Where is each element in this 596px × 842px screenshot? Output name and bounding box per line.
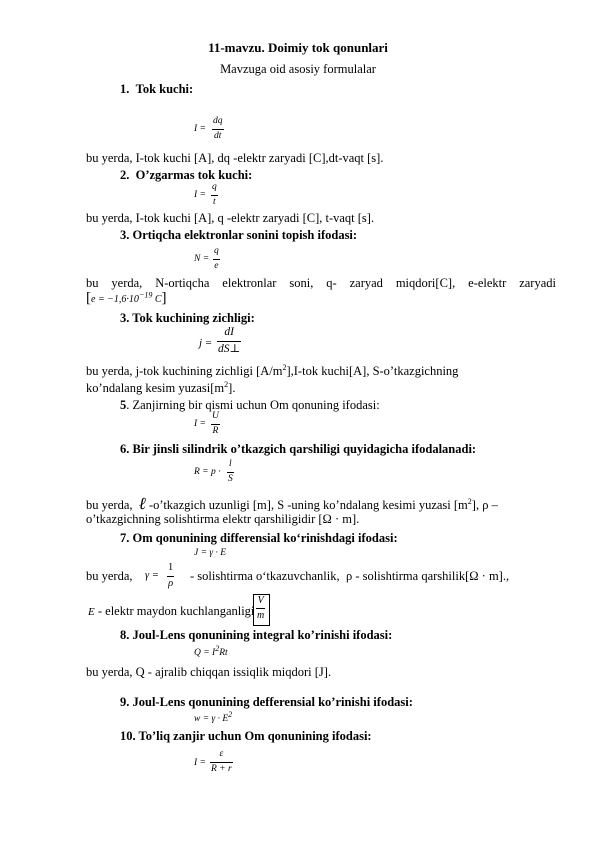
section-9-heading: 9. Joul-Lens qonunining defferensial ko’rinishi ifodasi: [120,695,413,709]
resistivity-label: ρ - solishtirma qarshilik[Ω · m]., [346,569,510,583]
formula-1-fraction: dq dt [213,116,223,141]
section-5-heading: 5. Zanjirning bir qismi uchun Om qonuning ifodasi: [120,398,380,412]
formula-8: $Q = I^2Rt$ [194,643,228,658]
section-3a-heading: 3. Ortiqcha elektronlar sonini topish ifodasi: [120,228,358,242]
formula-1-lhs: I = [194,124,206,134]
section-1-description: bu yerda, I-tok kuchi [A], dq -elektr zaryadi [C],dt-vaqt [s]. [86,151,384,165]
section-3b-description-line-2: ko’ndalang kesim $yuzasi[m^2]$. [86,379,236,395]
formula-10-fraction: ε R + r [211,749,232,774]
conductivity-label: - solishtirma o‘tkazuvchanlik, [190,569,340,583]
section-6-description-line-2: o’tkazgichning solishtirma elektr qarshiligidir [Ω · m]. [86,512,360,526]
field-strength-unit: V m [257,595,265,621]
section-6-heading: 6. Bir jinsli silindrik o’tkazgich qarshiligi quyidagicha ifodalanadi: [120,442,477,456]
formula-5-fraction: U R [212,411,219,436]
page-title: 11-mavzu. Doimiy tok qonunlari [208,40,388,55]
gamma-definition-fraction: 1 ρ [168,562,174,589]
gamma-definition-lhs: γ = [145,570,159,581]
formula-2-lhs: I = [194,190,206,200]
field-strength-label: E - elektr maydon kuchlanganligi [88,604,255,618]
section-2-description: bu yerda, I-tok kuchi [A], q -elektr zaryadi [C], t-vaqt [s]. [86,211,375,225]
section-7-heading: 7. Om qonunining differensial ko‘rinishdagi ifodasi: [120,531,398,545]
section-7-description-prefix: bu yerda, [86,569,133,583]
section-1-heading: 1. Tok kuchi: [120,82,194,96]
section-3a-description: bu yerda, N-ortiqcha elektronlar soni, q- zaryad miqdori[C], e-elektr zaryadi [86,276,556,290]
section-8-heading: 8. Joul-Lens qonunining integral ko’rinishi ifodasi: [120,628,393,642]
section-6-description-line-1: bu yerda, ℓ -o’tkazgich uzunligi [m], S -uning ko’ndalang kesimi yuzasi $[m^2]$, ρ – [86,494,498,513]
formula-7: J = γ · E [194,548,227,558]
section-3b-description-line-1: bu yerda, j-tok kuchining zichligi $[A/m^2],I$-tok kuchi[A], S-o’tkazgichning [86,362,459,378]
section-10-heading: 10. To’liq zanjir uchun Om qonunining ifodasi: [120,729,372,743]
formula-2-fraction: q t [212,182,217,207]
section-2-heading: 2. O’zgarmas tok kuchi: [120,168,253,182]
formula-10-lhs: I = [194,758,206,768]
page-subtitle: Mavzuga oid asosiy formulalar [220,62,376,76]
formula-3a-fraction: q e [214,246,219,271]
formula-5-lhs: I = [194,419,206,429]
section-8-description: bu yerda, Q - ajralib chiqqan issiqlik miqdori [J]. [86,665,332,679]
electron-charge-value: [$e = -1,6\cdot 10^{-19}$ C] [86,290,167,306]
formula-9: $w = \gamma \cdot E^2$ [194,709,233,724]
formula-3b-fraction: dI dS⊥ [218,326,241,355]
section-3b-heading: 3. Tok kuchining zichligi: [120,311,255,325]
formula-6-lhs: R = p · [194,467,221,477]
formula-3b-lhs: j = [199,337,213,349]
formula-6-fraction: l S [228,459,233,484]
formula-3a-lhs: N = [194,254,210,264]
